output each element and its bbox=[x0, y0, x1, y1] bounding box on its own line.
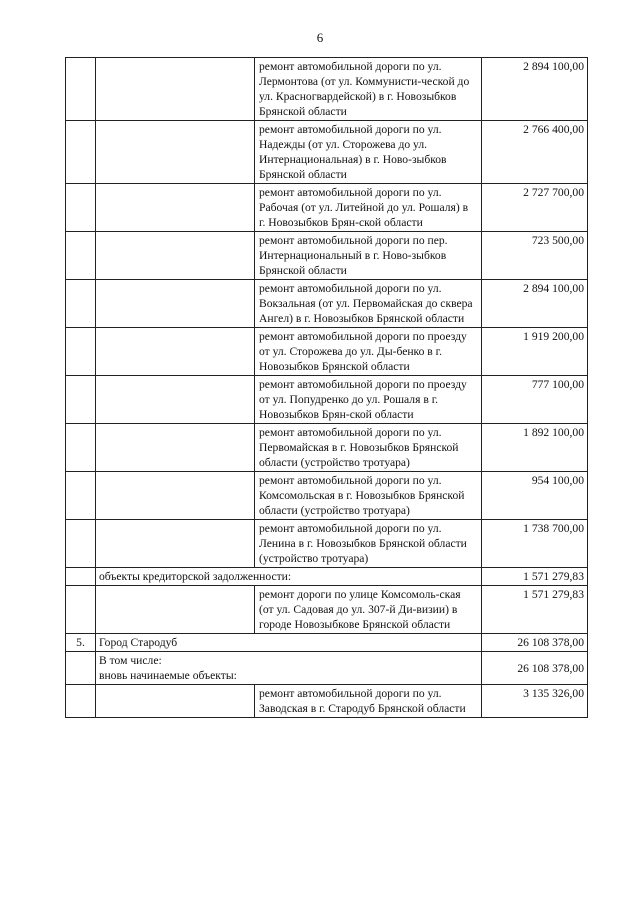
credit-amount: 1 571 279,83 bbox=[482, 568, 588, 586]
city-item-desc: ремонт автомобильной дороги по ул. Заводская в г. Стародуб Брянской области bbox=[255, 685, 482, 718]
tail-rows bbox=[66, 568, 588, 718]
row-amount: 777 100,00 bbox=[482, 376, 588, 424]
row-description: ремонт автомобильной дороги по ул. Комсомольская в г. Новозыбков Брянской области (устройство тротуара) bbox=[255, 472, 482, 520]
road-rows bbox=[66, 58, 588, 568]
table-row bbox=[66, 232, 588, 280]
table-row bbox=[66, 472, 588, 520]
table-row bbox=[66, 121, 588, 184]
credit-label: объекты кредиторской задолженности: bbox=[96, 568, 482, 586]
row-description: ремонт автомобильной дороги по ул. Лермонтова (от ул. Коммунисти-ческой до ул. Красногвардейской) в г. Новозыбков Брянской области bbox=[255, 58, 482, 121]
credit-item-desc: ремонт дороги по улице Комсомоль-ская (от ул. Садовая до ул. 307-й Ди-визии) в городе Новозыбкове Брянской области bbox=[255, 586, 482, 634]
row-description: ремонт автомобильной дороги по пер. Интернациональный в г. Ново-зыбков Брянской области bbox=[255, 232, 482, 280]
table-row bbox=[66, 184, 588, 232]
row-description: ремонт автомобильной дороги по проезду от ул. Попудренко до ул. Рошаля в г. Новозыбков Брян-ской области bbox=[255, 376, 482, 424]
row-amount: 1 892 100,00 bbox=[482, 424, 588, 472]
city-sub-label-2: вновь начинаемые объекты: bbox=[99, 669, 237, 682]
row-amount: 2 894 100,00 bbox=[482, 280, 588, 328]
row-amount: 723 500,00 bbox=[482, 232, 588, 280]
table-row bbox=[66, 376, 588, 424]
row-amount: 2 766 400,00 bbox=[482, 121, 588, 184]
row-description: ремонт автомобильной дороги по ул. Надежды (от ул. Сторожева до ул. Интернациональная) в г. Ново-зыбков Брянской области bbox=[255, 121, 482, 184]
credit-item-row bbox=[66, 586, 588, 634]
row-amount: 1 919 200,00 bbox=[482, 328, 588, 376]
city-number: 5. bbox=[66, 634, 96, 652]
table-row bbox=[66, 280, 588, 328]
page-number: 6 bbox=[316, 30, 324, 45]
city-row bbox=[66, 634, 588, 652]
city-item-row bbox=[66, 685, 588, 718]
table-row bbox=[66, 520, 588, 568]
city-sub-amount: 26 108 378,00 bbox=[482, 652, 588, 685]
table-row bbox=[66, 424, 588, 472]
city-item-amount: 3 135 326,00 bbox=[482, 685, 588, 718]
city-name: Город Стародуб bbox=[96, 634, 482, 652]
table-row bbox=[66, 58, 588, 121]
city-amount: 26 108 378,00 bbox=[482, 634, 588, 652]
row-amount: 954 100,00 bbox=[482, 472, 588, 520]
row-description: ремонт автомобильной дороги по ул. Вокзальная (от ул. Первомайская до сквера Ангел) в г. Новозыбков Брянской области bbox=[255, 280, 482, 328]
city-sub-label bbox=[96, 652, 482, 685]
budget-table bbox=[65, 57, 588, 718]
credit-item-amount: 1 571 279,83 bbox=[482, 586, 588, 634]
row-description: ремонт автомобильной дороги по ул. Ленина в г. Новозыбков Брянской области (устройство тротуара) bbox=[255, 520, 482, 568]
city-sub-row bbox=[66, 652, 588, 685]
city-sub-label-1: В том числе: bbox=[99, 654, 162, 667]
row-amount: 2 894 100,00 bbox=[482, 58, 588, 121]
row-description: ремонт автомобильной дороги по проезду от ул. Сторожева до ул. Ды-бенко в г. Новозыбков Брянской области bbox=[255, 328, 482, 376]
credit-header-row bbox=[66, 568, 588, 586]
row-amount: 2 727 700,00 bbox=[482, 184, 588, 232]
row-amount: 1 738 700,00 bbox=[482, 520, 588, 568]
table-row bbox=[66, 328, 588, 376]
row-description: ремонт автомобильной дороги по ул. Первомайская в г. Новозыбков Брянской области (устройство тротуара) bbox=[255, 424, 482, 472]
row-description: ремонт автомобильной дороги по ул. Рабочая (от ул. Литейной до ул. Рошаля) в г. Новозыбков Брян-ской области bbox=[255, 184, 482, 232]
